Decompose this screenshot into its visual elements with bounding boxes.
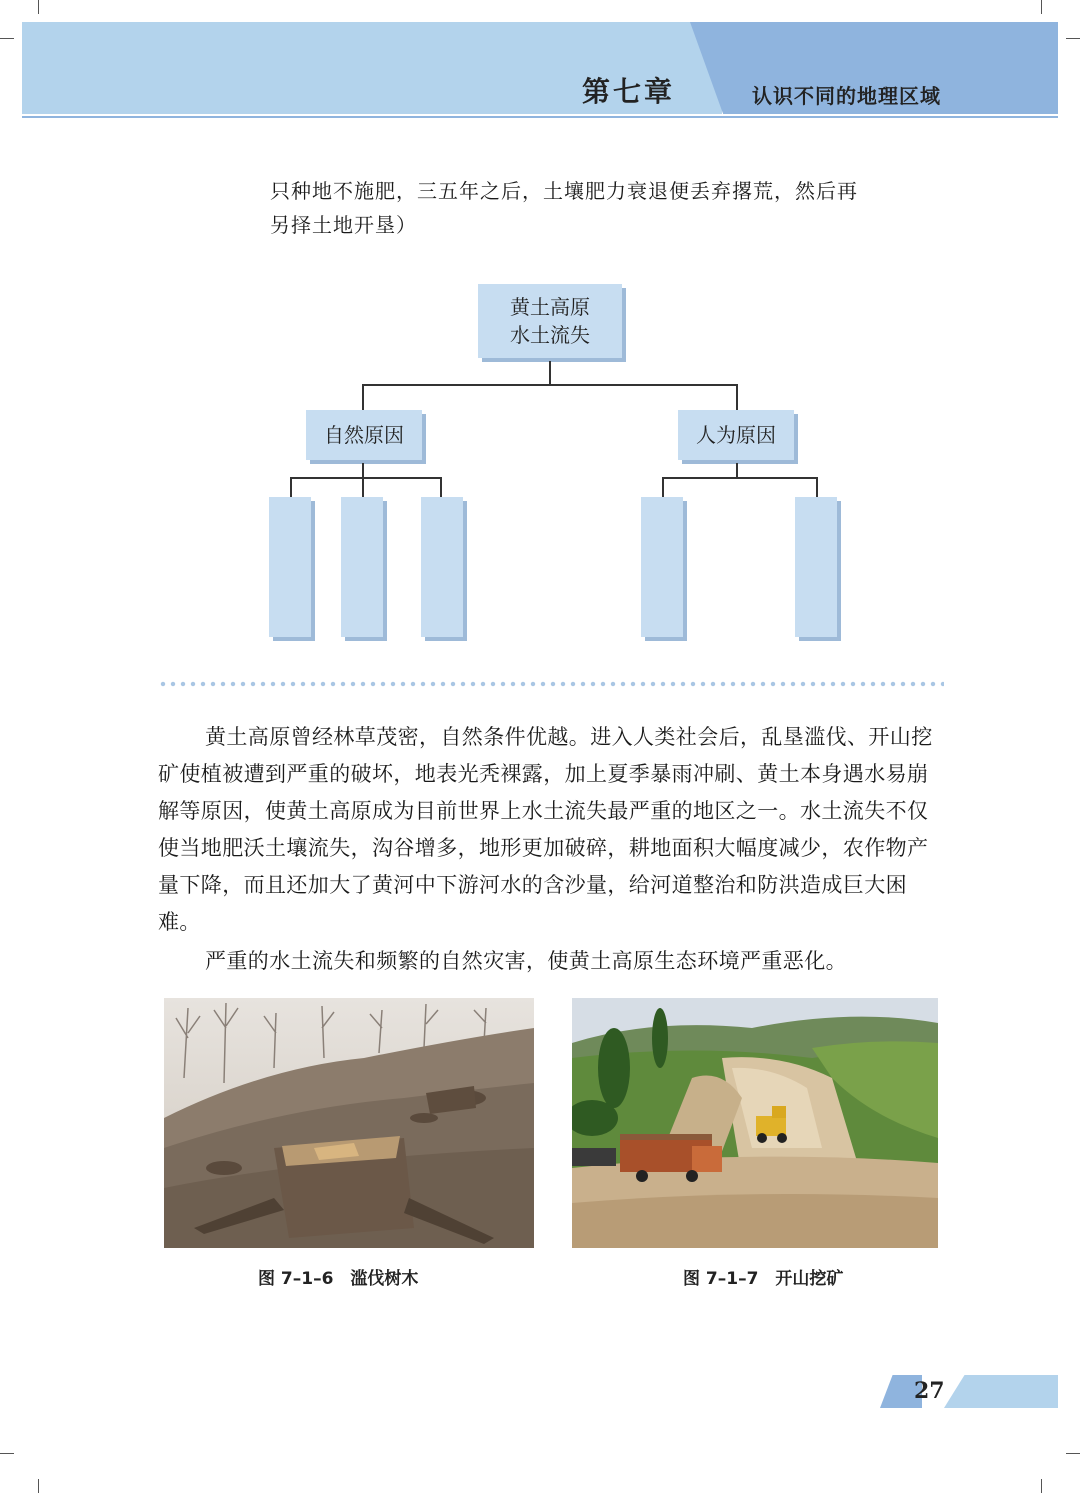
crop-mark <box>1041 1479 1042 1493</box>
crop-mark <box>1066 1453 1080 1454</box>
connector <box>662 477 818 479</box>
human-cause-box: 人为原因 <box>678 410 794 460</box>
figure-caption: 图 7–1–6 滥伐树木 <box>258 1269 419 1289</box>
natural-cause-box: 自然原因 <box>306 410 422 460</box>
blank-answer-box <box>341 497 383 637</box>
connector <box>662 477 664 497</box>
blank-answer-box <box>795 497 837 637</box>
connector <box>362 477 364 497</box>
connector <box>362 384 364 410</box>
crop-mark <box>0 38 14 39</box>
mining-road-photo <box>572 998 938 1248</box>
connector <box>736 384 738 410</box>
chapter-label: 第七章 <box>582 75 676 108</box>
body-paragraph: 黄土高原曾经林草茂密，自然条件优越。进入人类社会后，乱垦滥伐、开山挖矿使植被遭到严重的破坏，地表光秃裸露，加上夏季暴雨冲刷、黄土本身遇水易崩解等原因，使黄土高原成为目前世界上水土流失最严重的地区之一。水土流失不仅使当地肥沃土壤流失，沟谷增多，地形更加破碎，耕地面积大幅度减少，农作物产量下降，而且还加大了黄河中下游河水的含沙量，给河道整治和防洪造成巨大困难。 <box>158 725 933 934</box>
root-line-1: 黄土高原 <box>510 295 590 319</box>
intro-line: 只种地不施肥，三五年之后，土壤肥力衰退便丢弃撂荒，然后再 <box>270 179 858 203</box>
body-paragraph: 严重的水土流失和频繁的自然灾害，使黄土高原生态环境严重恶化。 <box>205 949 847 973</box>
connector <box>290 477 442 479</box>
crop-mark <box>38 0 39 14</box>
dotted-divider <box>158 681 944 687</box>
intro-line: 另择土地开垦） <box>270 213 417 237</box>
page-number-accent <box>944 1375 1058 1408</box>
blank-answer-box <box>269 497 311 637</box>
crop-mark <box>1066 38 1080 39</box>
diagram-root-box <box>478 284 622 358</box>
blank-answer-box <box>421 497 463 637</box>
root-line-2: 水土流失 <box>510 323 590 347</box>
page-number: 27 <box>914 1378 945 1404</box>
figure-caption: 图 7–1–7 开山挖矿 <box>683 1269 844 1289</box>
connector <box>290 477 292 497</box>
crop-mark <box>1041 0 1042 14</box>
connector <box>362 384 738 386</box>
header-rule <box>22 116 1058 118</box>
blank-answer-box <box>641 497 683 637</box>
connector <box>736 463 738 478</box>
crop-mark <box>0 1453 14 1454</box>
crop-mark <box>38 1479 39 1493</box>
connector <box>440 477 442 497</box>
connector <box>816 477 818 497</box>
connector <box>362 463 364 478</box>
tree-stumps-photo <box>164 998 534 1248</box>
chapter-title: 认识不同的地理区域 <box>752 84 941 108</box>
connector <box>549 361 551 385</box>
